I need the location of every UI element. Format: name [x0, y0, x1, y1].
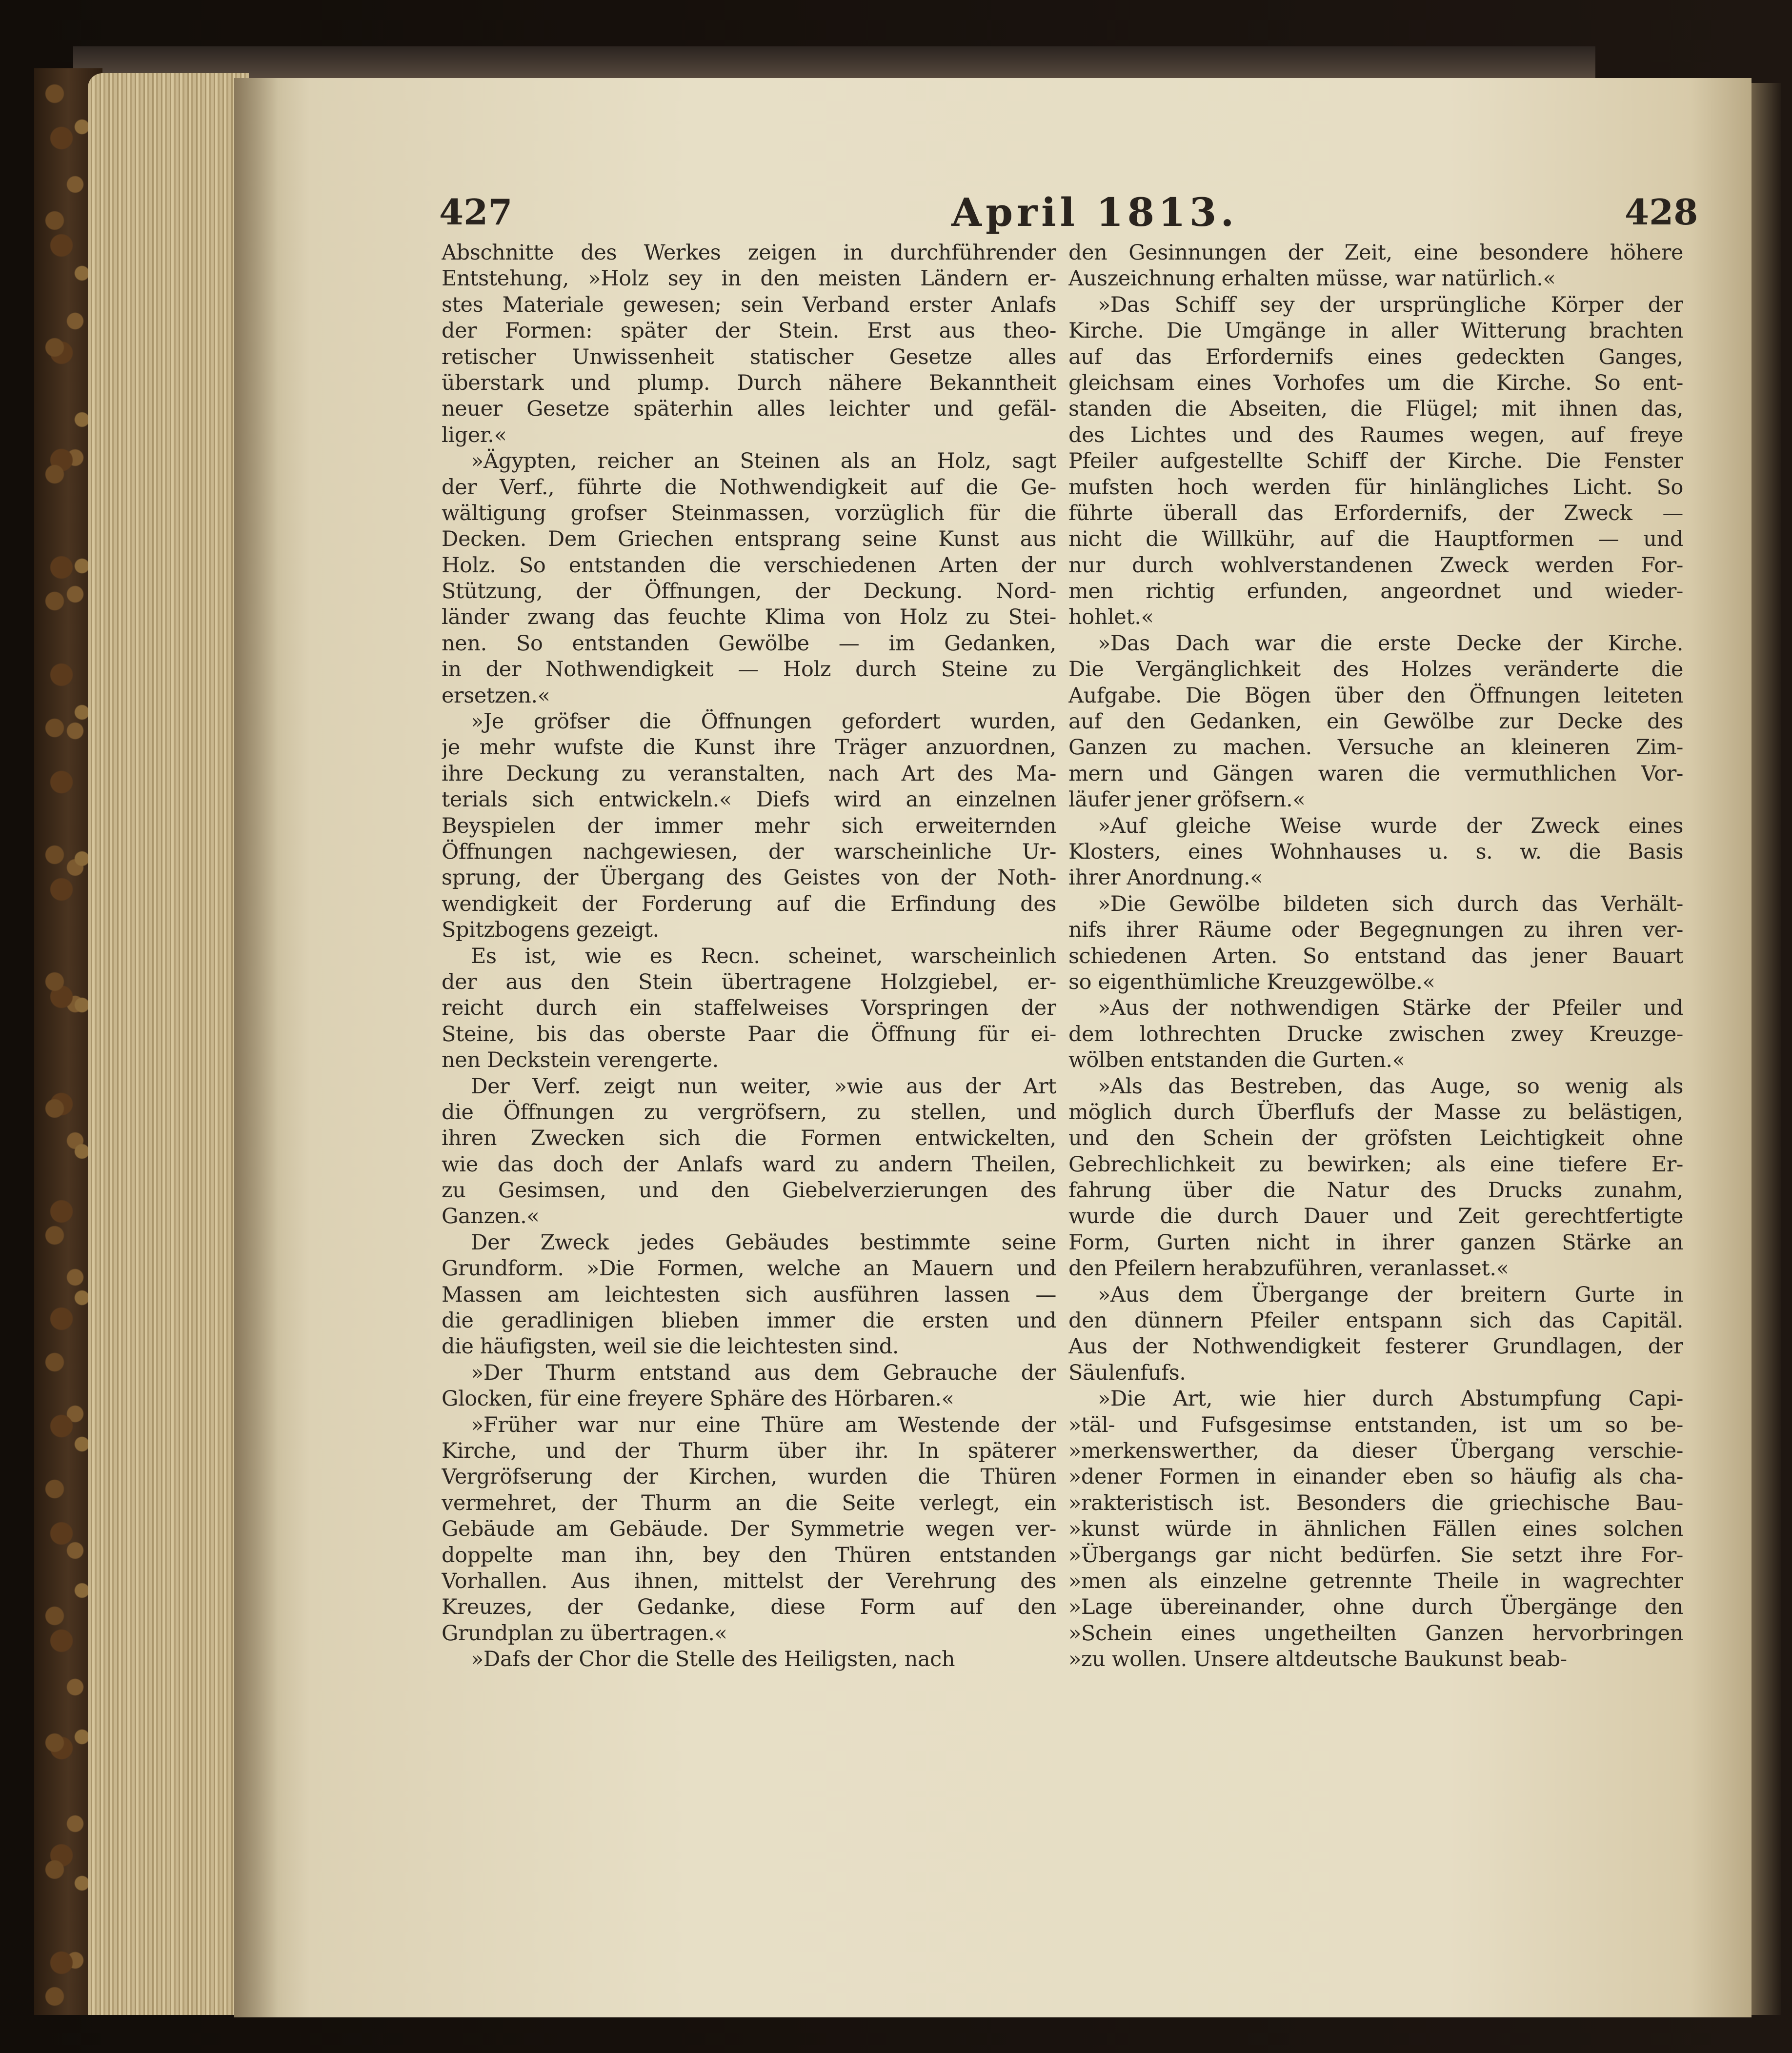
text-line: »rakteristisch ist. Besonders die griechische Bau- [1068, 1490, 1683, 1515]
text-line: mern und Gängen waren die vermuthlichen Vor- [1068, 761, 1683, 786]
text-line: Gebrechlichkeit zu bewirken; als eine tiefere Er- [1068, 1152, 1683, 1177]
text-line: »Dafs der Chor die Stelle des Heiligsten, nach [471, 1647, 955, 1672]
text-line: stes Materiale gewesen; sein Verband erster Anlafs [442, 292, 1056, 317]
text-line: die häufigsten, weil sie die leichtesten sind. [442, 1334, 899, 1359]
page-number-left: 427 [439, 191, 513, 233]
text-line: länder zwang das feuchte Klima von Holz zu Stei- [442, 605, 1056, 630]
text-column-right [1068, 240, 1683, 1672]
text-line: »Der Thurm entstand aus dem Gebrauche der [471, 1360, 1056, 1385]
page-number-right: 428 [1625, 191, 1698, 233]
text-line: die geradlinigen blieben immer die ersten und [442, 1308, 1056, 1333]
text-line: Decken. Dem Griechen entsprang seine Kunst aus [442, 527, 1056, 552]
text-line: men richtig erfunden, angeordnet und wieder- [1068, 579, 1683, 604]
text-line: Auszeichnung erhalten müsse, war natürlich.« [1068, 266, 1556, 291]
text-line: Steine, bis das oberste Paar die Öffnung für ei- [442, 1022, 1056, 1047]
text-line: Abschnitte des Werkes zeigen in durchführender [442, 241, 1056, 265]
text-line: Der Verf. zeigt nun weiter, »wie aus der Art [471, 1074, 1056, 1099]
text-line: ersetzen.« [442, 683, 550, 708]
text-line: nicht die Willkühr, auf die Hauptformen — und [1068, 527, 1683, 552]
text-line: auf den Gedanken, ein Gewölbe zur Decke des [1068, 709, 1683, 734]
text-line: den Pfeilern herabzuführen, veranlasset.« [1068, 1256, 1509, 1281]
text-line: Öffnungen nachgewiesen, der warscheinliche Ur- [442, 839, 1056, 864]
text-line: ihre Deckung zu veranstalten, nach Art des Ma- [442, 761, 1056, 786]
text-line: »dener Formen in einander eben so häufig als cha- [1068, 1465, 1683, 1489]
text-line: Aus der Nothwendigkeit festerer Grundlagen, der [1068, 1334, 1683, 1359]
text-line: »Aus der nothwendigen Stärke der Pfeiler und [1098, 996, 1683, 1021]
text-line: schiedenen Arten. So entstand das jener Bauart [1068, 944, 1683, 968]
text-line: wie das doch der Anlafs ward zu andern Theilen, [442, 1152, 1056, 1177]
text-line: Kirche. Die Umgänge in aller Witterung brachten [1068, 319, 1683, 343]
text-line: Glocken, für eine freyere Sphäre des Hörbaren.« [442, 1387, 954, 1411]
text-line: »Schein eines ungetheilten Ganzen hervorbringen [1068, 1621, 1683, 1646]
text-line: Der Zweck jedes Gebäudes bestimmte seine [471, 1230, 1056, 1255]
text-line: doppelte man ihn, bey den Thüren entstanden [442, 1543, 1056, 1568]
book-cover-top-edge [73, 46, 1595, 81]
text-line: Grundplan zu übertragen.« [442, 1621, 727, 1646]
right-edge-shadow [1752, 83, 1781, 2015]
text-line: vermehret, der Thurm an die Seite verlegt, ein [442, 1490, 1056, 1515]
text-line: Holz. So entstanden die verschiedenen Arten der [442, 553, 1056, 578]
text-line: »Übergangs gar nicht bedürfen. Sie setzt ihre For- [1068, 1543, 1683, 1568]
text-line: »Ägypten, reicher an Steinen als an Holz, sagt [471, 449, 1056, 474]
text-line: gleichsam eines Vorhofes um die Kirche. So ent- [1068, 370, 1683, 395]
text-line: möglich durch Überflufs der Masse zu belästigen, [1068, 1100, 1683, 1125]
text-line: Es ist, wie es Recn. scheinet, warscheinlich [471, 944, 1056, 968]
text-line: auf das Erfordernifs eines gedeckten Ganges, [1068, 344, 1683, 369]
text-line: dem lothrechten Drucke zwischen zwey Kreuzge- [1068, 1022, 1683, 1047]
text-line: »merkenswerther, da dieser Übergang verschie- [1068, 1438, 1683, 1463]
text-line: nen. So entstanden Gewölbe — im Gedanken, [442, 631, 1056, 656]
text-line: Ganzen zu machen. Versuche an kleineren Zim- [1068, 735, 1683, 760]
text-line: Vorhallen. Aus ihnen, mittelst der Verehrung des [442, 1569, 1056, 1593]
text-line: Klosters, eines Wohnhauses u. s. w. die Basis [1068, 839, 1683, 864]
text-line: »Früher war nur eine Thüre am Westende der [471, 1412, 1056, 1437]
text-line: nifs ihrer Räume oder Begegnungen zu ihren ver- [1068, 918, 1683, 943]
text-line: standen die Abseiten, die Flügel; mit ihnen das, [1068, 397, 1683, 422]
text-line: ihren Zwecken sich die Formen entwickelten, [442, 1126, 1056, 1151]
text-line: den dünnern Pfeiler entspann sich das Capitäl. [1068, 1308, 1683, 1333]
text-line: Form, Gurten nicht in ihrer ganzen Stärke an [1068, 1230, 1683, 1255]
text-line: zu Gesimsen, und den Giebelverzierungen des [442, 1178, 1056, 1203]
text-line: des Lichtes und des Raumes wegen, auf freye [1068, 423, 1683, 447]
text-line: Säulenfufs. [1068, 1360, 1186, 1385]
text-line: in der Nothwendigkeit — Holz durch Steine zu [442, 657, 1056, 682]
text-line: »Je gröfser die Öffnungen gefordert wurden, [471, 709, 1056, 734]
text-line: die Öffnungen zu vergröfsern, zu stellen, und [442, 1100, 1056, 1125]
text-line: wendigkeit der Forderung auf die Erfindung des [442, 891, 1056, 916]
text-line: der aus den Stein übertragene Holzgiebel, er- [442, 969, 1056, 994]
text-line: Kreuzes, der Gedanke, diese Form auf den [442, 1595, 1056, 1620]
text-line: wurde die durch Dauer und Zeit gerechtfertigte [1068, 1204, 1683, 1229]
text-line: »Das Schiff sey der ursprüngliche Körper der [1098, 292, 1683, 317]
text-line: neuer Gesetze späterhin alles leichter und gefäl- [442, 397, 1056, 422]
text-line: wölben entstanden die Gurten.« [1068, 1048, 1405, 1073]
text-line: »Aus dem Übergange der breitern Gurte in [1098, 1282, 1683, 1307]
text-line: wältigung grofser Steinmassen, vorzüglich für die [442, 501, 1056, 525]
text-line: »Als das Bestreben, das Auge, so wenig als [1098, 1074, 1683, 1099]
text-line: Spitzbogens gezeigt. [442, 918, 659, 943]
text-line: und den Schein der gröfsten Leichtigkeit ohne [1068, 1126, 1683, 1151]
text-line: Entstehung, »Holz sey in den meisten Ländern er- [442, 266, 1056, 291]
text-line: der Verf., führte die Nothwendigkeit auf die Ge- [442, 475, 1056, 500]
text-line: terials sich entwickeln.« Diefs wird an einzelnen [442, 787, 1056, 812]
text-line: retischer Unwissenheit statischer Gesetze alles [442, 344, 1056, 369]
text-line: je mehr wufste die Kunst ihre Träger anzuordnen, [442, 735, 1056, 760]
text-line: nen Deckstein verengerte. [442, 1048, 719, 1073]
text-line: »Lage übereinander, ohne durch Übergänge den [1068, 1595, 1683, 1620]
text-line: liger.« [442, 423, 507, 447]
text-line: Massen am leichtesten sich ausführen lassen — [442, 1282, 1056, 1307]
text-line: »men als einzelne getrennte Theile in wagrechter [1068, 1569, 1683, 1593]
text-line: läufer jener gröfsern.« [1068, 787, 1306, 812]
text-line: »Das Dach war die erste Decke der Kirche. [1098, 631, 1683, 656]
text-line: »Auf gleiche Weise wurde der Zweck eines [1098, 813, 1683, 838]
page-gutter-shadow [234, 78, 278, 2017]
text-line: »Die Gewölbe bildeten sich durch das Verhält- [1098, 891, 1683, 916]
text-line: Stützung, der Öffnungen, der Deckung. Nord- [442, 579, 1056, 604]
text-line: nur durch wohlverstandenen Zweck werden For- [1068, 553, 1683, 578]
text-line: Aufgabe. Die Bögen über den Öffnungen leiteten [1068, 683, 1683, 708]
text-line: so eigenthümliche Kreuzgewölbe.« [1068, 969, 1435, 994]
text-line: Ganzen.« [442, 1204, 540, 1229]
text-line: Die Vergänglichkeit des Holzes veränderte die [1068, 657, 1683, 682]
text-line: hohlet.« [1068, 605, 1154, 630]
text-line: Pfeiler aufgestellte Schiff der Kirche. Die Fenster [1068, 449, 1683, 474]
text-line: der Formen: später der Stein. Erst aus theo- [442, 319, 1056, 343]
text-line: Kirche, und der Thurm über ihr. In späterer [442, 1438, 1056, 1463]
text-column-left [442, 240, 1056, 1672]
text-line: den Gesinnungen der Zeit, eine besondere höhere [1068, 241, 1683, 265]
text-line: ihrer Anordnung.« [1068, 865, 1263, 890]
text-line: Grundform. »Die Formen, welche an Mauern und [442, 1256, 1056, 1281]
text-line: reicht durch ein staffelweises Vorspringen der [442, 996, 1056, 1021]
text-line: mufsten hoch werden für hinlängliches Licht. So [1068, 475, 1683, 500]
text-line: fahrung über die Natur des Drucks zunahm, [1068, 1178, 1683, 1203]
text-line: führte überall das Erfordernifs, der Zweck — [1068, 501, 1683, 525]
running-title: April 1813. [951, 189, 1238, 235]
text-line: sprung, der Übergang des Geistes von der Noth- [442, 865, 1056, 890]
page-edges [88, 73, 249, 2015]
text-line: »kunst würde in ähnlichen Fällen eines solchen [1068, 1517, 1683, 1542]
text-line: Beyspielen der immer mehr sich erweiternden [442, 813, 1056, 838]
text-line: Vergröfserung der Kirchen, wurden die Thüren [442, 1465, 1056, 1489]
text-line: »Die Art, wie hier durch Abstumpfung Capi- [1098, 1387, 1683, 1411]
text-line: Gebäude am Gebäude. Der Symmetrie wegen ver- [442, 1517, 1056, 1542]
text-line: »zu wollen. Unsere altdeutsche Baukunst beab- [1068, 1647, 1567, 1672]
text-line: überstark und plump. Durch nähere Bekanntheit [442, 370, 1056, 395]
text-line: »täl- und Fufsgesimse entstanden, ist um so be- [1068, 1412, 1683, 1437]
